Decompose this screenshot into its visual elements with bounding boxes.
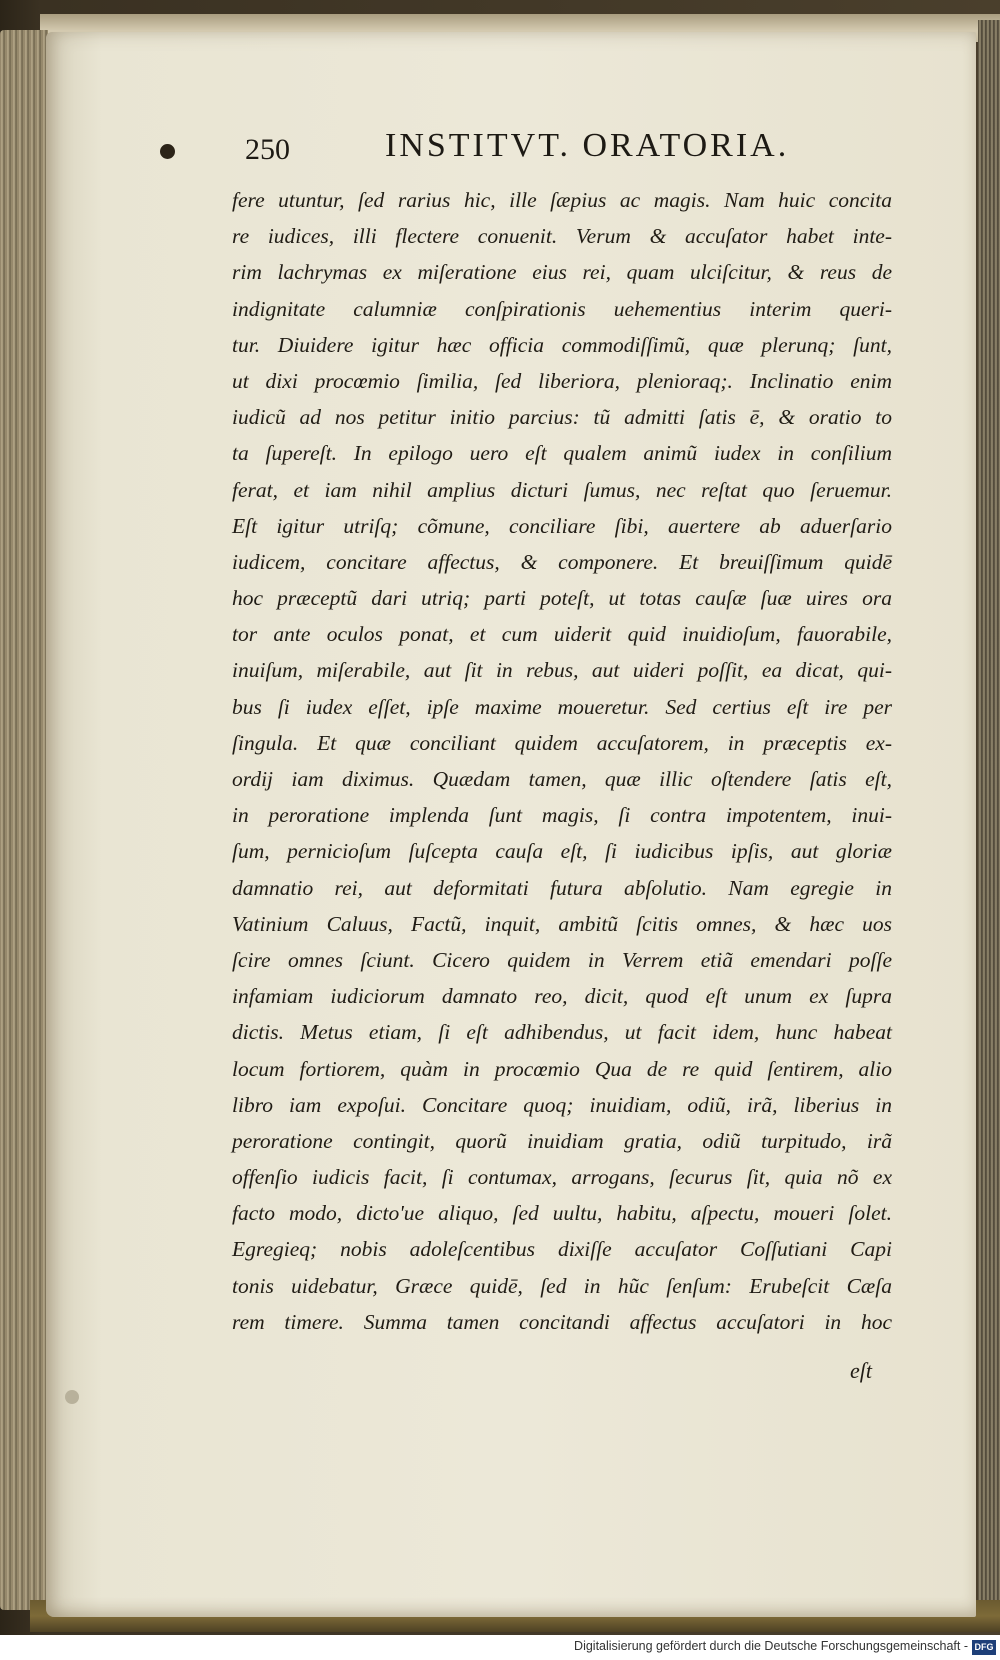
text-line: locum fortiorem, quàm in procœmio Qua de re quid ſentirem, alio bbox=[232, 1056, 892, 1081]
text-line: damnatio rei, aut deformitati futura abſolutio. Nam egregie in bbox=[232, 875, 892, 900]
text-line: dictis. Metus etiam, ſi eſt adhibendus, ut facit idem, hunc habeat bbox=[232, 1020, 892, 1045]
ink-dot-mark bbox=[160, 144, 175, 159]
text-line: rem timere. Summa tamen concitandi affectus accuſatori in hoc bbox=[232, 1309, 892, 1334]
catchword: eſt bbox=[850, 1358, 872, 1383]
text-line: ta ſupereſt. In epilogo uero eſt qualem animũ iudex in conſilium bbox=[232, 441, 892, 466]
text-line: re iudices, illi flectere conuenit. Verum & accuſator habet inte- bbox=[232, 224, 892, 249]
text-line: hoc præceptũ dari utriq; parti poteſt, ut totas cauſæ ſuæ uires ora bbox=[232, 586, 892, 611]
text-line: rim lachrymas ex miſeratione eius rei, quam ulciſcitur, & reus de bbox=[232, 260, 892, 285]
digitization-footer bbox=[0, 1637, 1000, 1660]
text-line: iudicũ ad nos petitur initio parcius: tũ admitti ſatis ē, & oratio to bbox=[232, 405, 892, 430]
text-line: ordij iam diximus. Quædam tamen, quæ illic oſtendere ſatis eſt, bbox=[232, 767, 892, 791]
text-line: facto modo, dicto'ue aliquo, ſed uultu, habitu, aſpectu, moueri ſolet. bbox=[232, 1201, 892, 1226]
text-line: infamiam iudiciorum damnato reo, dicit, quod eſt unum ex ſupra bbox=[232, 984, 892, 1009]
book-left-edge bbox=[0, 30, 48, 1610]
text-line: iudicem, concitare affectus, & componere. Et breuiſſimum quidē bbox=[232, 549, 892, 574]
text-line: tur. Diuidere igitur hæc officia commodiſſimũ, quæ plerunq; ſunt, bbox=[232, 332, 892, 357]
text-line: in peroratione implenda ſunt magis, ſi contra impotentem, inui- bbox=[232, 803, 892, 828]
text-line: ferat, et iam nihil amplius dicturi ſumus, nec reſtat quo ſeruemur. bbox=[232, 477, 892, 502]
text-line: ſum, pernicioſum ſuſcepta cauſa eſt, ſi iudicibus ipſis, aut gloriæ bbox=[232, 839, 892, 864]
text-line: peroratione contingit, quorũ inuidiam gratia, odiũ turpitudo, irã bbox=[232, 1128, 892, 1153]
text-line: ut dixi procœmio ſimilia, ſed liberiora, plenioraq;. Inclinatio enim bbox=[232, 368, 892, 393]
text-line: tonis uidebatur, Græce quidē, ſed in hũc ſenſum: Erubeſcit Cæſa bbox=[232, 1273, 892, 1298]
text-line: ſcire omnes ſciunt. Cicero quidem in Verrem etiã emendari poſſe bbox=[232, 947, 892, 972]
text-line: tor ante oculos ponat, et cum uiderit quid inuidioſum, fauorabile, bbox=[232, 622, 892, 647]
page-number: 250 bbox=[245, 133, 290, 166]
text-line: Vatinium Caluus, Factũ, inquit, ambitũ ſcitis omnes, & hæc uos bbox=[232, 911, 892, 936]
text-line: libro iam expoſui. Concitare quoq; inuidiam, odiũ, irã, liberius in bbox=[232, 1092, 892, 1117]
text-line: Egregieq; nobis adoleſcentibus dixiſſe accuſator Coſſutiani Capi bbox=[232, 1237, 892, 1262]
page-header bbox=[245, 125, 845, 175]
dfg-logo-icon: DFG bbox=[972, 1640, 996, 1655]
text-line: bus ſi iudex eſſet, ipſe maxime moueretur. Sed certius eſt ire per bbox=[232, 694, 892, 719]
book-right-edge bbox=[978, 20, 1000, 1620]
text-line: Eſt igitur utriſq; cõmune, conciliare ſibi, auertere ab aduerſario bbox=[232, 513, 892, 538]
text-line: fere utuntur, ſed rarius hic, ille ſæpius ac magis. Nam huic concita bbox=[232, 188, 892, 212]
text-line: inuiſum, miſerabile, aut ſit in rebus, aut uideri poſſit, ea dicat, qui- bbox=[232, 658, 892, 683]
running-title: INSTITVT. ORATORIA. bbox=[385, 127, 790, 164]
text-line: indignitate calumniæ conſpirationis uehementius interim queri- bbox=[232, 296, 892, 321]
text-line: ſingula. Et quæ conciliant quidem accuſatorem, in præceptis ex- bbox=[232, 730, 892, 755]
funding-credit: Digitalisierung gefördert durch die Deutsche Forschungsgemeinschaft - bbox=[574, 1639, 968, 1653]
page-stain-mark bbox=[65, 1390, 79, 1404]
body-text bbox=[232, 182, 892, 1340]
text-line: offenſio iudicis facit, ſi contumax, arrogans, ſecurus ſit, quia nõ ex bbox=[232, 1165, 892, 1190]
